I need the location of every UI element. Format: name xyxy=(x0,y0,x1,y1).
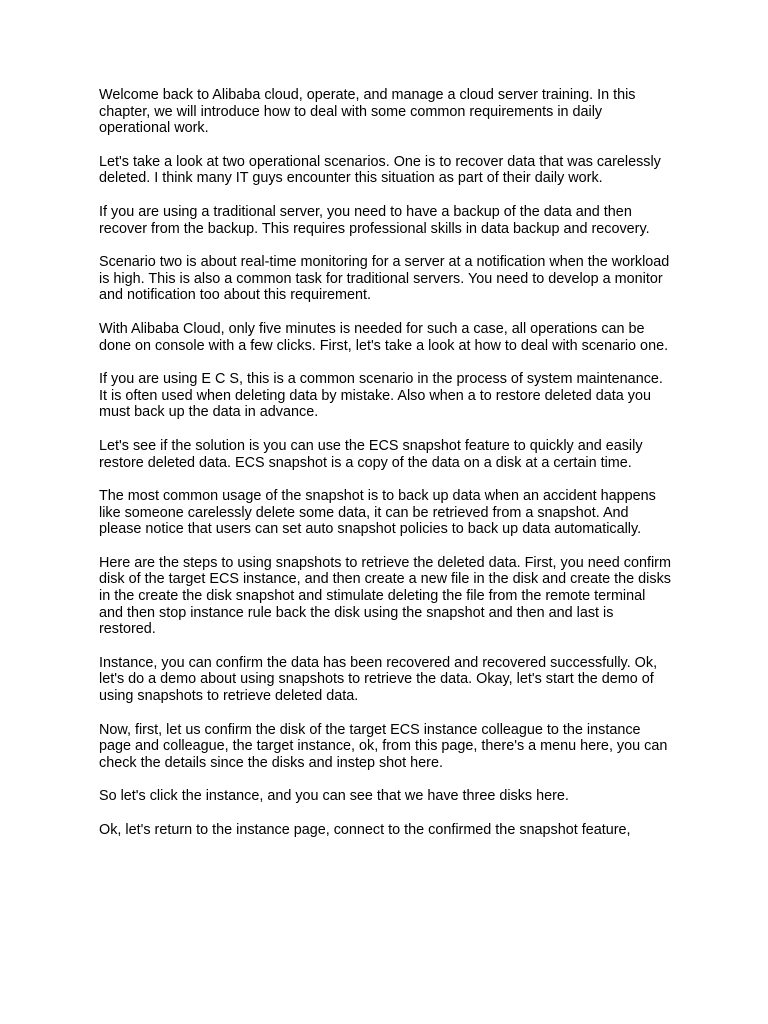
paragraph-9: Here are the steps to using snapshots to retrieve the deleted data. First, you need confirm disk of the target ECS instance, and then create a new file in the disk and create the disks in the create the disk snapshot and stimulate deleting the file from the remote terminal and then stop instance rule back the disk using the snapshot and then and last is restored. xyxy=(99,554,671,638)
paragraph-4: Scenario two is about real-time monitoring for a server at a notification when the workload is high. This is also a common task for traditional servers. You need to develop a monitor and notification too about this requirement. xyxy=(99,254,670,304)
paragraph-11: Now, first, let us confirm the disk of the target ECS instance colleague to the instance page and colleague, the target instance, ok, from this page, there's a menu here, you can check the details since the disks and instep shot here. xyxy=(99,721,668,771)
paragraph-6: If you are using E C S, this is a common scenario in the process of system maintenance. It is often used when deleting data by mistake. Also when a to restore deleted data you must back up the data in advance. xyxy=(99,371,663,421)
document-body xyxy=(99,87,671,856)
paragraph-1: Welcome back to Alibaba cloud, operate, and manage a cloud server training. In this chapter, we will introduce how to deal with some common requirements in daily operational work. xyxy=(99,87,636,137)
paragraph-7: Let's see if the solution is you can use the ECS snapshot feature to quickly and easily restore deleted data. ECS snapshot is a copy of the data on a disk at a certain time. xyxy=(99,437,643,471)
paragraph-3: If you are using a traditional server, you need to have a backup of the data and then recover from the backup. This requires professional skills in data backup and recovery. xyxy=(99,203,650,237)
paragraph-10: Instance, you can confirm the data has been recovered and recovered successfully. Ok, let's do a demo about using snapshots to retrieve the data. Okay, let's start the demo of using snapshots to retrieve deleted data. xyxy=(99,654,658,705)
paragraph-8: The most common usage of the snapshot is to back up data when an accident happens like someone carelessly delete some data, it can be retrieved from a snapshot. And please notice that users can set auto snapshot policies to back up data automatically. xyxy=(99,488,656,538)
paragraph-2: Let's take a look at two operational scenarios. One is to recover data that was carelessly deleted. I think many IT guys encounter this situation as part of their daily work. xyxy=(99,153,661,187)
paragraph-5: With Alibaba Cloud, only five minutes is needed for such a case, all operations can be done on console with a few clicks. First, let's take a look at how to deal with scenario one. xyxy=(99,320,669,354)
paragraph-13: Ok, let's return to the instance page, connect to the confirmed the snapshot feature, xyxy=(99,822,631,838)
paragraph-12: So let's click the instance, and you can see that we have three disks here. xyxy=(99,788,569,805)
